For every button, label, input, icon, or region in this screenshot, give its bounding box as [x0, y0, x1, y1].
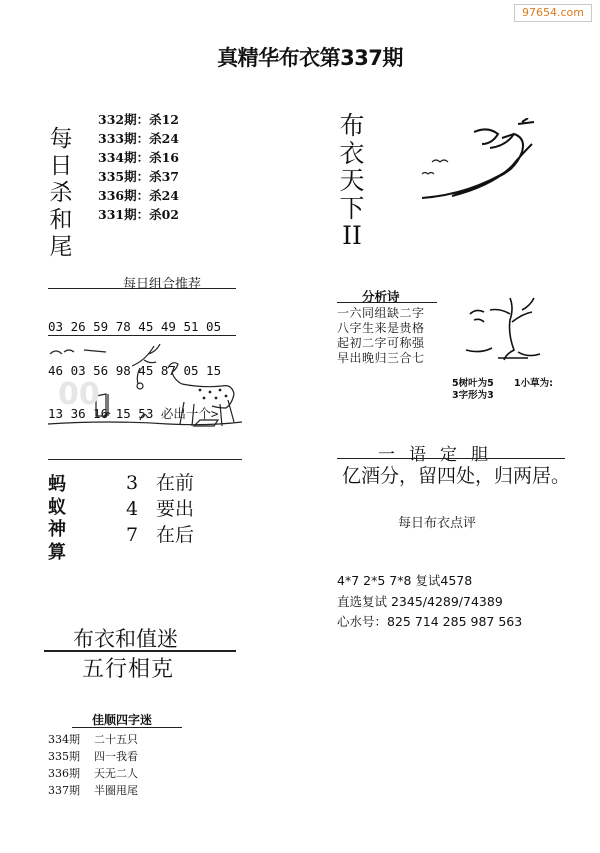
daily-kill-list [98, 110, 179, 224]
daily-kill-label-char: 尾 [49, 234, 73, 260]
wuxing-heading: 五行相克 [82, 657, 175, 682]
list-item: 早出晚归三合七 [337, 351, 425, 365]
list-item: 直选复试 2345/4289/74389 [337, 593, 503, 609]
ant-label [48, 474, 70, 564]
ant-label-char: 蚂 [48, 474, 66, 495]
list-item: 7 在后 [126, 524, 195, 546]
buyi-tianxia-roman: II [342, 221, 362, 250]
divider [48, 335, 236, 336]
list-item: 336期 天无二人 [48, 767, 138, 780]
daily-kill-label-char: 日 [49, 153, 73, 179]
buyi-hezhi-heading: 布衣和值迷 [73, 627, 178, 651]
list-item: 4*7 2*5 7*8 复试4578 [337, 573, 473, 588]
ant-label-char: 算 [48, 541, 66, 563]
site-watermark: 97654.com [514, 4, 592, 22]
poem-note: 5树叶为5 [452, 378, 494, 389]
ant-label-char: 蚁 [48, 496, 66, 518]
list-item: 心水号：825 714 285 987 563 [337, 614, 523, 629]
buyi-tianxia-char: 布 [339, 111, 365, 140]
list-item: 13 36 16 15 53 必出一个> [48, 406, 219, 421]
list-item: 335期 四一我看 [48, 750, 138, 763]
page-title: 真精华布衣第337期 [217, 46, 403, 70]
jiashun-list [48, 731, 138, 799]
buyi-tianxia-label [337, 112, 367, 250]
list-item: 334期：杀16 [98, 150, 179, 165]
list-item: 337期 半圈甩尾 [48, 784, 138, 797]
deer-illustration [44, 338, 244, 460]
poem-lines [337, 306, 425, 366]
jiashun-heading: 佳顺四字迷 [92, 713, 153, 727]
daily-comment-heading: 每日布衣点评 [398, 516, 477, 531]
list-item: 335期：杀37 [98, 169, 179, 184]
list-item: 03 26 59 78 45 49 51 05 [48, 319, 222, 334]
daily-kill-label-char: 杀 [49, 180, 73, 206]
divider [337, 458, 565, 459]
buyi-tianxia-char: 天 [339, 166, 365, 195]
list-item: 八字生来是贵格 [337, 321, 425, 335]
yiyu-text: 亿酒分，留四处，归两居。 [342, 465, 571, 487]
buyi-tianxia-char: 衣 [339, 138, 365, 168]
list-item: 334期 二十五只 [48, 733, 138, 746]
daily-kill-label [48, 126, 74, 261]
list-item: 4 要出 [126, 498, 195, 520]
list-item: 一六同组缺二字 [337, 306, 425, 320]
buyi-tianxia-char: 下 [339, 193, 365, 223]
poem-heading: 分析诗 [362, 289, 400, 304]
list-item: 3 在前 [126, 472, 195, 494]
divider [48, 459, 242, 460]
list-item: 起初二字可称强 [337, 336, 425, 350]
list-item: 333期：杀24 [98, 131, 179, 146]
ant-label-char: 神 [48, 519, 66, 540]
ant-list [126, 470, 194, 548]
list-item: 331期：杀02 [98, 207, 179, 222]
poem-note: 1小草为: [514, 378, 553, 389]
list-item: 46 03 56 98 45 87 05 15 [48, 362, 222, 378]
list-item: 332期：杀12 [98, 112, 179, 127]
tree-illustration [462, 292, 552, 368]
daily-kill-label-char: 每 [49, 126, 73, 152]
faded-watermark-digits: 00 [58, 377, 100, 412]
daily-kill-label-char: 和 [49, 207, 73, 233]
combo-heading: 每日组合推荐 [122, 277, 201, 292]
landscape-brush-illustration [414, 118, 548, 210]
poem-note: 3字形为3 [452, 390, 494, 401]
tips-list [337, 571, 522, 633]
list-item: 336期：杀24 [98, 188, 179, 203]
yiyu-heading: 一语定胆 [378, 445, 502, 465]
divider [72, 727, 182, 728]
